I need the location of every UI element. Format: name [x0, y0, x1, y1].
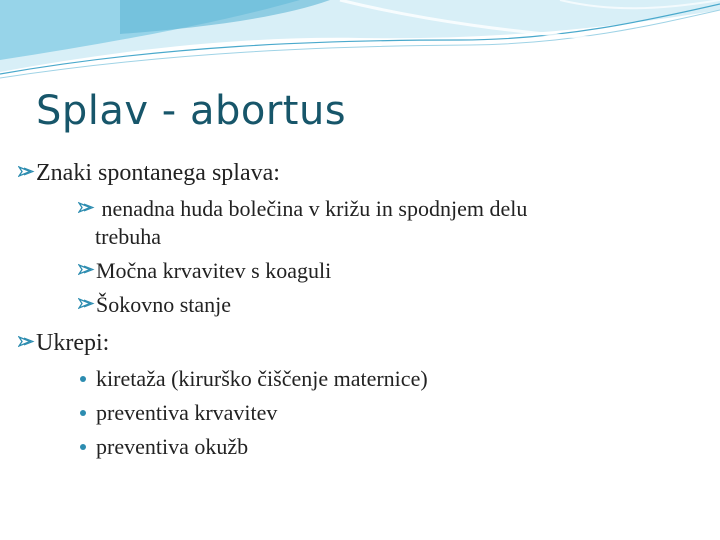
section-heading-text: Znaki spontanega splava: — [36, 160, 280, 186]
slide-title: Splav - abortus — [36, 88, 347, 134]
arrow-bullet-icon — [18, 165, 35, 178]
list-item — [80, 366, 428, 392]
section-heading-znaki — [18, 160, 280, 187]
list-item-text: Močna krvavitev s koaguli — [96, 258, 332, 283]
list-item — [78, 258, 331, 284]
list-item-text: nenadna huda bolečina v križu in spodnjem delu — [96, 196, 528, 221]
section-heading-ukrepi — [18, 330, 109, 357]
dot-bullet-icon — [80, 444, 86, 450]
dot-bullet-icon — [80, 410, 86, 416]
list-item-text: Šokovno stanje — [96, 292, 232, 317]
list-item — [78, 196, 527, 222]
arrow-bullet-icon — [18, 335, 35, 348]
dot-bullet-icon — [80, 376, 86, 382]
header-wave-decoration — [0, 0, 720, 90]
section-heading-text: Ukrepi: — [36, 330, 110, 356]
arrow-bullet-icon — [78, 201, 95, 214]
list-item — [80, 434, 248, 460]
arrow-bullet-icon — [78, 263, 95, 276]
list-item-text: preventiva okužb — [96, 434, 249, 459]
arrow-bullet-icon — [78, 297, 95, 310]
list-item — [80, 400, 277, 426]
list-item — [78, 292, 231, 318]
list-item-text: kiretaža (kirurško čiščenje maternice) — [96, 366, 428, 391]
list-item-text: preventiva krvavitev — [96, 400, 278, 425]
list-item-continuation: trebuha — [95, 224, 161, 249]
